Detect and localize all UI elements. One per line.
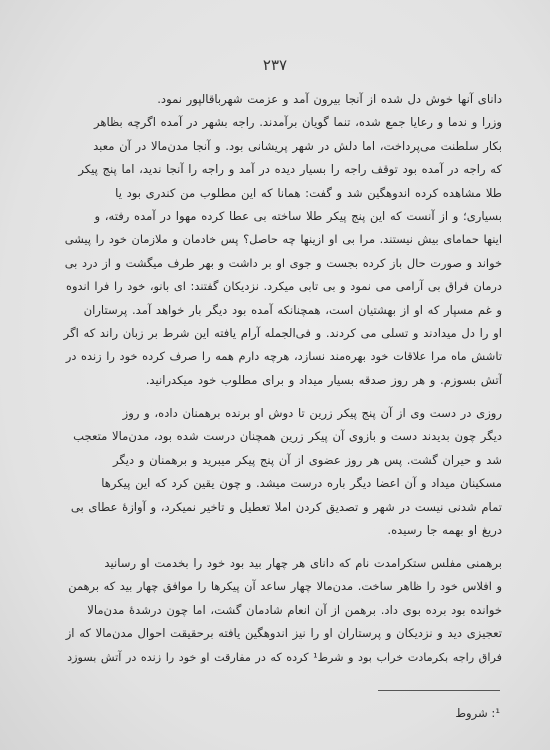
text-line: طلا مشاهده کرده اندوهگین شد و گفت: همانا که این مطلوب من کندری بود یا	[115, 185, 502, 200]
footnote: ¹: شروط	[455, 706, 500, 720]
text-line: اینها حمامای بیش نیستند. مرا بی او ازینها چه حاصل؟ پس خادمان و ملازمان خود را پیشی	[64, 232, 502, 247]
text-line: تاشش ماه مرا علاقات خود بهره‌مند نسازد، هرچه دارم همه را صرف کرده خود را زنده در	[65, 349, 502, 364]
page-number: ٢٣٧	[262, 56, 288, 74]
text-line: و غم مسپار که او از بهشتیان است، همچنانکه آمده بود دیگر بار خواهد آمد. پرستاران	[83, 302, 502, 317]
text-line: خواند و صورت حال باز کرده بجست و جوی او بر داشت و بهر طرف میگشت و از درد بی	[64, 255, 502, 270]
text-line: بسیاری؛ و از آنست که این پنج پیکر طلا ساخته بی عطا کرده مهوا در آمده رفته، و	[94, 209, 502, 224]
text-line: شد و حیران گشت. پس هر روز عضوی از آن پنج پیکر میبرید و برهمنان و دیگر	[112, 452, 502, 467]
text-line: تعجیزی دید و نزدیکان و پرستاران او را نیز اندوهگین یافته برحقیقت احوال مدن‌مالا که از	[65, 626, 502, 641]
text-line: روزی در دست وی از آن پنج پیکر زرین تا دوش او برنده برهمنان داده، و روز	[122, 406, 502, 420]
text-line: آتش بسوزم. و هر روز صدقه بسیار میداد و برای مطلوب خود میکدرانید.	[145, 372, 502, 387]
text-line: دیگر چون بدیدند دست و بازوی آن پیکر زرین همچنان درست شده بود، مدن‌مالا متعجب	[73, 429, 502, 444]
text-line: او را دل میدادند و تسلی می کردند. و فی‌الجمله آرام یافته این شرط بر زبان راند که اگر	[63, 326, 502, 341]
text-line: تمام شدنی نیست در شهر و تصدیق کردن املا تعطیل و تاخیر نمیکرد، و آوازهٔ عطای بی	[70, 499, 502, 514]
text-line: و افلاس خود را ظاهر ساخت. مدن‌مالا چهار ساعد آن پیکرها را موافق چهار بید که برهمن	[68, 579, 502, 594]
text-line: برهمنی مفلس ستکرامدت نام که دانای هر چهار بید بود خود را بخدمت او رسانید	[104, 556, 502, 570]
text-line: وزرا و ندما و رعایا جمع شده، تنما گویان برآمدند. راجه بشهر در آمده اگرچه بظاهر	[93, 115, 502, 130]
text-line: فراق راجه بکرمادت خراب بود و شرط¹ کرده که در مفارقت او خود را زنده در آتش بسوزد	[67, 650, 502, 664]
text-line: درمان فراق بی آرامی می نمود و بی تابی میکرد. نزدیکان گفتند: ای بانو، خود را فرا اندوه	[66, 279, 502, 294]
text-line: دانای آنها خوش دل شده از آنجا بیرون آمد و عزمت شهرباقالپور نمود.	[157, 92, 502, 106]
text-line: خوانده بود برده بوی داد. برهمن از آن انعام شادمان گشت، اما چون درشدهٔ مدن‌مالا	[87, 602, 502, 617]
footnote-divider	[378, 690, 500, 691]
paragraph-2	[62, 402, 502, 542]
text-line: که راجه در آمده بود توقف راجه را بسیار دیده در آمد و راجه را آنجا ندید، اما پنج پیکر	[78, 162, 502, 177]
text-line: دریغ او بهمه جا رسیده.	[387, 523, 502, 538]
paragraph-3	[62, 552, 502, 669]
text-line: مسکینان میداد و آن اعضا دیگر باره درست میشد. و چون یقین کرد که این پیکرها	[101, 476, 502, 491]
paragraph-1	[62, 88, 502, 392]
text-line: بکار سلطنت می‌پرداخت، اما دلش در شهر پریشانی بود. و آنجا مدن‌مالا در آن معبد	[93, 138, 502, 153]
